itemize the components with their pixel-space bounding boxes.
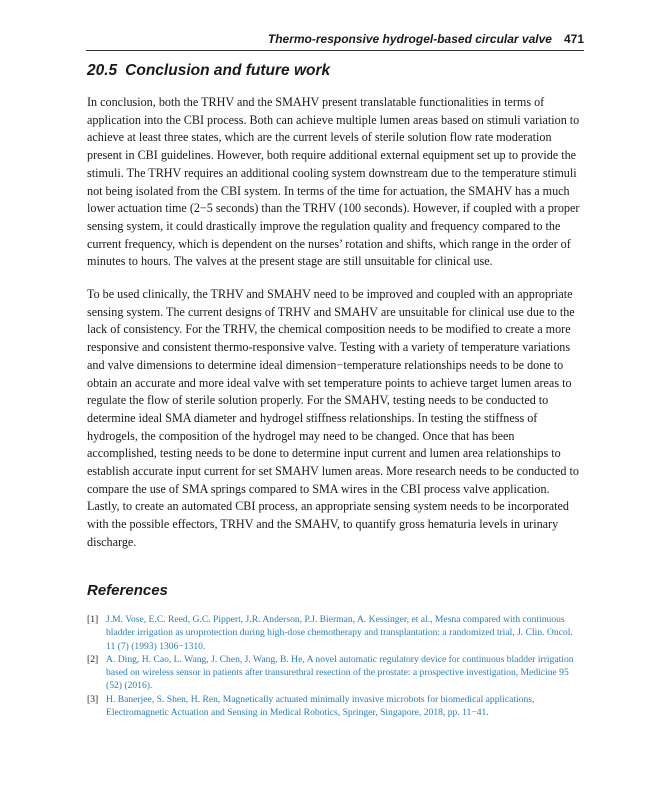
reference-link[interactable]: A. Ding, H. Cao, L. Wang, J. Chen, J. Wang, B. He, A novel automatic regulatory device for continuous bladder irrigation based on wireless sensor in patients after transurethral resection of the prostate: a prospective investigation, Medicine 95 (52) (2016). (106, 653, 574, 692)
reference-item (87, 613, 584, 653)
body-paragraph: In conclusion, both the TRHV and the SMAHV present translatable functionalities in terms of application into the CBI process. Both can achieve multiple lumen areas based on stimuli variation to achieve at least three states, which are the current levels of sterile solution flow rate moderation present in CBI guidelines. However, both require additional external equipment set up to provide the stimuli. The TRHV requires an additional cooling system downstream due to the temperature stimuli not being isolated from the CBI system. In terms of the time for actuation, the SMAHV has a much lower actuation time (2−5 seconds) than the TRHV (100 seconds). However, if coupled with a proper sensing system, it could drastically improve the regulation quality and frequency compared to the current frequency, which is dependent on the nurses’ rotation and shifts, which range in the order of minutes to hours. The valves at the present stage are still unsuitable for clinical use. (87, 95, 580, 269)
reference-link[interactable]: J.M. Vose, E.C. Reed, G.C. Pippert, J.R. Anderson, P.J. Bierman, A. Kessinger, et al., Mesna compared with continuous bladder irrigation as uroprotection during high-dose chemotherapy and transplantation: a randomized trial, J. Clin. Oncol. 11 (7) (1993) 1306−1310. (106, 614, 573, 652)
reference-list (87, 613, 584, 719)
section-number: 20.5 (87, 62, 118, 79)
section-title: Conclusion and future work (125, 62, 331, 79)
references-heading: References (87, 582, 168, 599)
running-head-title: Thermo-responsive hydrogel-based circular valve (267, 32, 552, 46)
page-number: 471 (563, 32, 584, 46)
reference-item (87, 693, 584, 720)
body-paragraph: To be used clinically, the TRHV and SMAHV need to be improved and coupled with an appropriate sensing system. The current designs of TRHV and SMAHV are unsuitable for clinical use due to the lack of consistency. For the TRHV, the chemical composition needs to be modified to create a more responsive and consistent thermo-responsive valve. Testing with a variety of temperature variations and valve dimensions to determine ideal dimension−temperature relationships needs to be done to obtain an accurate and more ideal valve with set temperature points to achieve target lumen areas to regulate the flow of sterile solution properly. For the SMAHV, testing needs to be conducted to determine ideal SMA diameter and hydrogel stiffness relationships. In testing the stiffness of hydrogels, the composition of the hydrogel may need to be changed. Once that has been accomplished, testing needs to be done to determine input current and lumen area relationships to establish accurate input current for set SMAHV lumen areas. More research needs to be conducted to compare the use of SMA springs compared to SMA wires in the CBI process valve application. Lastly, to create an automated CBI process, an appropriate sensing system needs to be incorporated with the possible effectors, TRHV and the SMAHV, to quantify gross hematuria levels in urinary discharge. (87, 287, 579, 549)
section-heading (87, 62, 330, 80)
reference-item (87, 653, 584, 693)
reference-link[interactable]: H. Banerjee, S. Shen, H. Ren, Magnetically actuated minimally invasive microbots for biomedical applications, Electromagnetic Actuation and Sensing in Medical Robotics, Springer, Singapore, 2018, pp. 11−41. (106, 693, 535, 719)
running-head (86, 32, 584, 51)
reference-number: [2] (87, 653, 99, 665)
reference-number: [3] (87, 693, 99, 705)
reference-number: [1] (87, 614, 99, 625)
